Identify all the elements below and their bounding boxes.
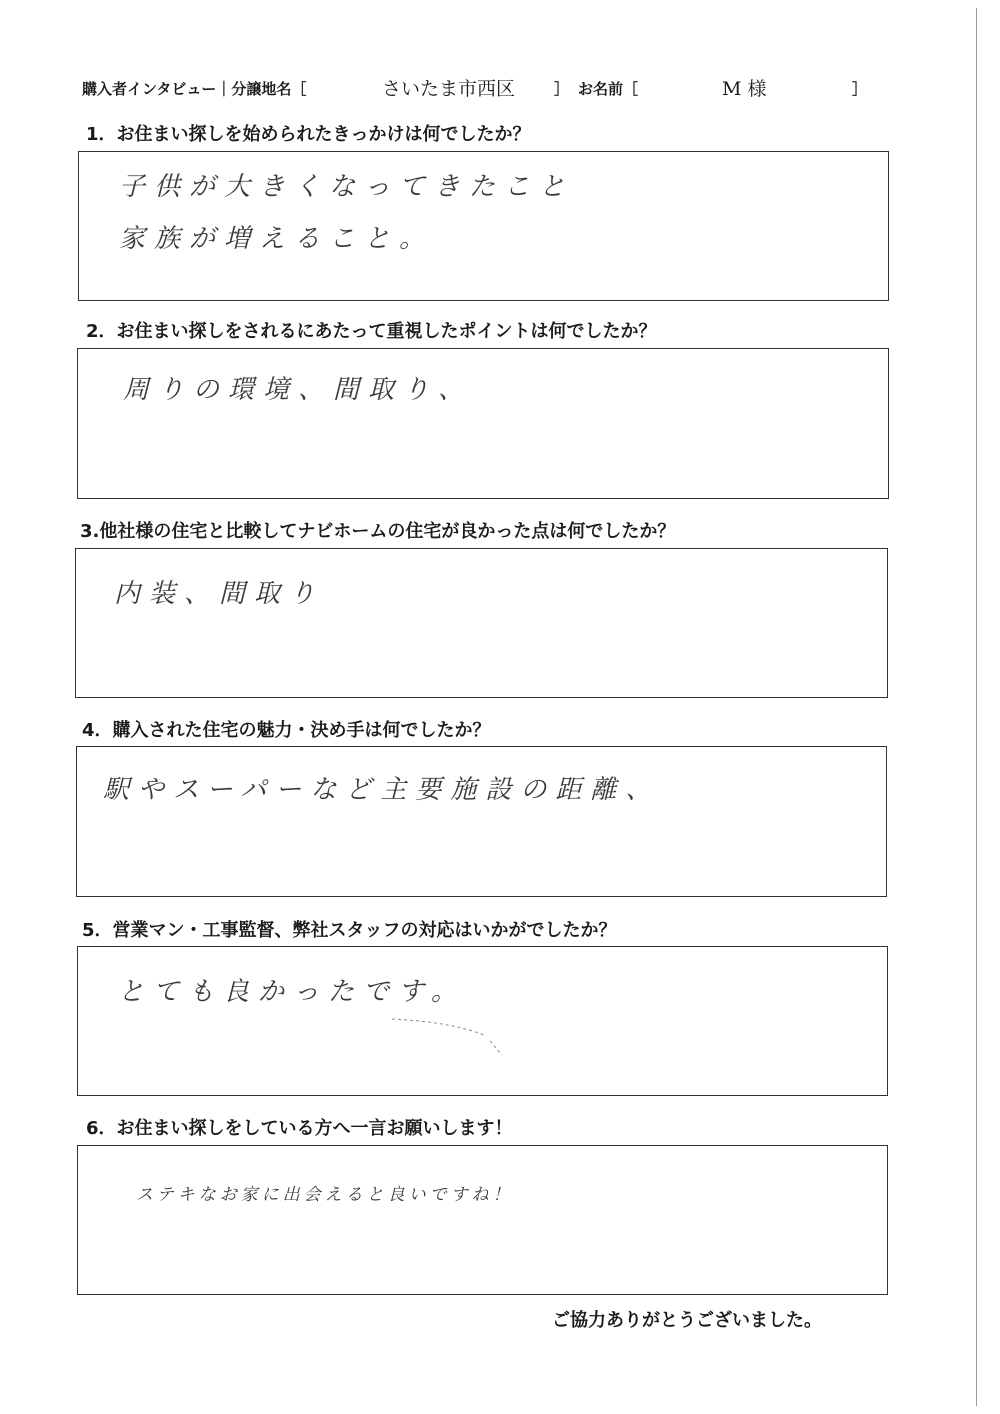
- question-2-label: 2．お住まい探しをされるにあたって重視したポイントは何でしたか？: [86, 321, 657, 342]
- answer-box-4: [76, 746, 887, 897]
- answer-box-5: [77, 946, 888, 1096]
- answer-6-line-1: ステキなお家に出会えると良いですね！: [136, 1185, 514, 1205]
- answer-box-1: [78, 151, 889, 301]
- bracket-close: ］: [852, 80, 868, 98]
- form-header: [82, 72, 882, 100]
- question-4-label: 4．購入された住宅の魅力・決め手は何でしたか？: [82, 720, 491, 741]
- question-1-label: 1．お住まい探しを始められたきっかけは何でしたか？: [86, 124, 531, 145]
- pen-stroke-mark: [388, 1011, 528, 1061]
- answer-box-2: [77, 348, 889, 499]
- answer-5-line-1: とても良かったです。: [118, 977, 466, 1007]
- answer-3-line-1: 内装、間取り: [114, 579, 325, 609]
- answer-box-6: [77, 1145, 888, 1295]
- name-label: お名前［: [578, 80, 639, 98]
- location-value: さいたま市西区: [382, 78, 516, 100]
- name-value: M 様: [722, 78, 767, 100]
- answer-4-line-1: 駅やスーパーなど主要施設の距離、: [103, 775, 661, 805]
- page-edge-line: [976, 8, 977, 1406]
- answer-1-line-1: 子供が大きくなってきたこと: [119, 172, 575, 202]
- question-3-label: 3.他社様の住宅と比較してナビホームの住宅が良かった点は何でしたか？: [80, 521, 676, 542]
- answer-2-line-1: 周りの環境、間取り、: [123, 375, 474, 405]
- bracket-close: ］: [554, 80, 570, 98]
- form-title: 購入者インタビュー｜分譲地名［: [82, 80, 307, 98]
- question-6-label: 6．お住まい探しをしている方へ一言お願いします！: [86, 1118, 513, 1139]
- answer-box-3: [75, 548, 888, 698]
- answer-1-line-2: 家族が増えること。: [119, 224, 435, 254]
- closing-thanks: ご協力ありがとうございました。: [552, 1310, 822, 1331]
- question-5-label: 5．営業マン・工事監督、弊社スタッフの対応はいかがでしたか？: [82, 920, 617, 941]
